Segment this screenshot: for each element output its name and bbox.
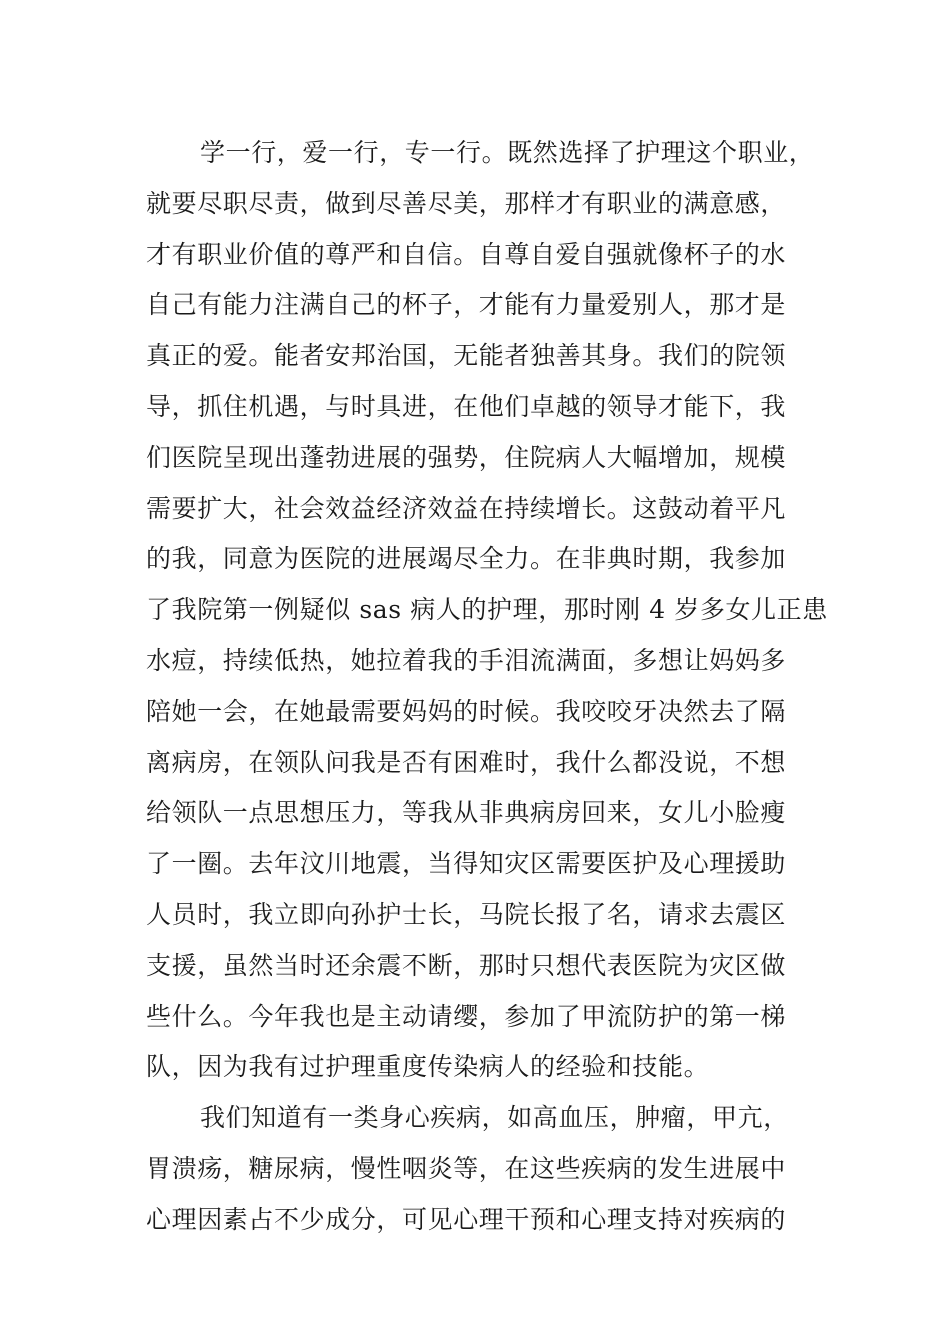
- text-line: 真正的爱。能者安邦治国，无能者独善其身。我们的院领: [146, 341, 787, 371]
- text-line: 心理因素占不少成分，可见心理干预和心理支持对疾病的: [146, 1204, 787, 1234]
- text-line: 需要扩大，社会效益经济效益在持续增长。这鼓动着平凡: [146, 493, 787, 523]
- text-line: 些什么。今年我也是主动请缨，参加了甲流防护的第一梯: [146, 1001, 787, 1031]
- text-line: 们医院呈现出蓬勃进展的强势，住院病人大幅增加，规模: [146, 442, 787, 472]
- text-line: 自己有能力注满自己的杯子，才能有力量爱别人，那才是: [146, 290, 787, 320]
- text-line: 胃溃疡，糖尿病，慢性咽炎等，在这些疾病的发生进展中: [146, 1153, 787, 1183]
- text-line: 就要尽职尽责，做到尽善尽美，那样才有职业的满意感，: [146, 188, 787, 218]
- text-line: 人员时，我立即向孙护士长，马院长报了名，请求去震区: [146, 899, 787, 929]
- text-line: 了一圈。去年汶川地震，当得知灾区需要医护及心理援助: [146, 849, 787, 879]
- paragraph-2: [146, 1093, 826, 1245]
- text-line: 队，因为我有过护理重度传染病人的经验和技能。: [146, 1052, 710, 1082]
- text-line: 陪她一会，在她最需要妈妈的时候。我咬咬牙决然去了隔: [146, 696, 787, 726]
- paragraph-1: [146, 128, 826, 1093]
- text-line: 才有职业价值的尊严和自信。自尊自爱自强就像杯子的水: [146, 239, 787, 269]
- text-line: 导，抓住机遇，与时具进，在他们卓越的领导才能下，我: [146, 391, 787, 421]
- text-line: 了我院第一例疑似 sas 病人的护理，那时刚 4 岁多女儿正患: [146, 595, 828, 625]
- text-line: 给领队一点思想压力，等我从非典病房回来，女儿小脸瘦: [146, 798, 787, 828]
- text-line: 离病房，在领队问我是否有困难时，我什么都没说，不想: [146, 747, 787, 777]
- text-line: 学一行，爱一行，专一行。既然选择了护理这个职业，: [200, 138, 815, 167]
- text-line: 的我，同意为医院的进展竭尽全力。在非典时期，我参加: [146, 544, 787, 574]
- text-line: 支援，虽然当时还余震不断，那时只想代表医院为灾区做: [146, 950, 787, 980]
- body-text: [146, 128, 826, 1246]
- text-line: 我们知道有一类身心疾病，如高血压，肿瘤，甲亢，: [200, 1103, 789, 1133]
- text-line: 水痘，持续低热，她拉着我的手泪流满面，多想让妈妈多: [146, 645, 787, 675]
